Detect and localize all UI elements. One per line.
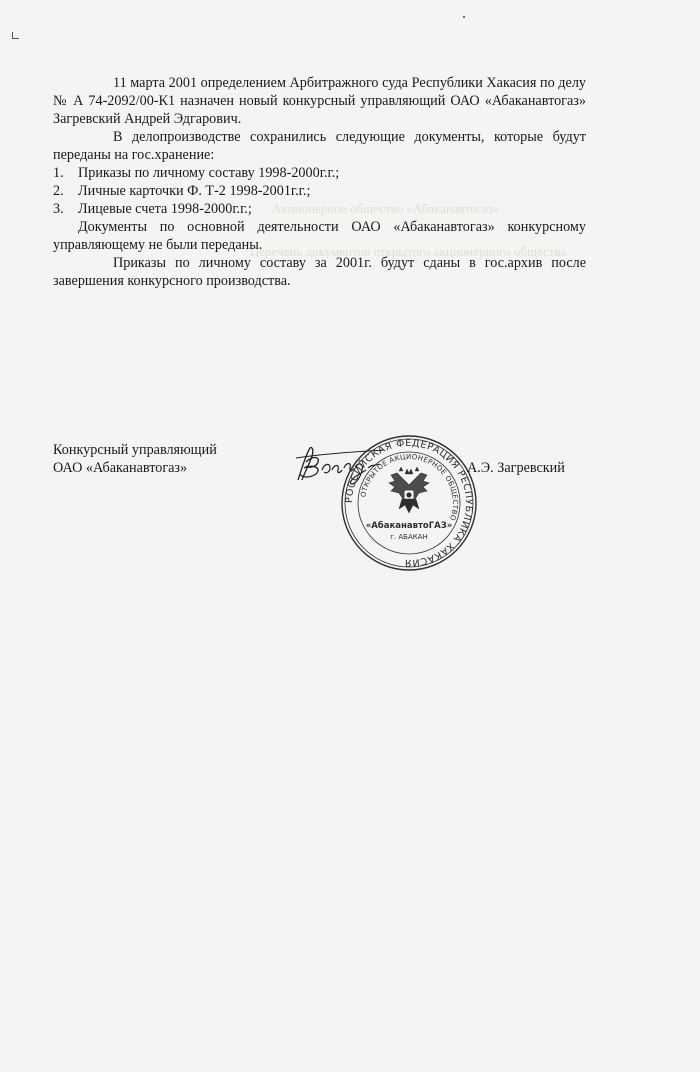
- signatory-position: Конкурсный управляющий: [53, 442, 217, 458]
- seal-inner-ring-text: ОТКРЫТОЕ АКЦИОНЕРНОЕ ОБЩЕСТВО: [359, 452, 460, 522]
- document-list: [53, 164, 586, 218]
- list-item: 2. Личные карточки Ф. Т-2 1998-2001г.г.;: [53, 183, 311, 199]
- document-body: [53, 74, 586, 290]
- double-headed-eagle-icon: [389, 467, 429, 513]
- seal-outer-ring-text: РОССИЙСКАЯ ФЕДЕРАЦИЯ РЕСПУБЛИКА ХАКАСИЯ: [343, 437, 475, 569]
- signatory-company: ОАО «Абаканавтогаз»: [53, 460, 188, 476]
- signatory-title: [53, 441, 217, 477]
- bleed-through-text: Перечень документов открытого акционерного общества: [250, 244, 567, 259]
- list-item: 3. Лицевые счета 1998-2000г.г.;: [53, 201, 252, 217]
- paragraph-appointment: 11 марта 2001 определением Арбитражного суда Республики Хакасия по делу № А 74-2092/00-К1 назначен новый конкурсный управляющий ОАО «Абаканавтогаз» Загревский Андрей Эдгарович.: [53, 75, 586, 127]
- paragraph-not-transferred: Документы по основной деятельности ОАО «Абаканавтогаз» конкурсному управляющему не были переданы.: [53, 219, 586, 253]
- signatory-name: А.Э. Загревский: [467, 460, 565, 476]
- bleed-through-text: Акционерное общество «Абаканавтогаз»: [272, 201, 500, 216]
- paragraph-records: В делопроизводстве сохранились следующие документы, которые будут переданы на гос.хранение:: [53, 129, 586, 163]
- list-item: 1. Приказы по личному составу 1998-2000г.г.;: [53, 165, 340, 181]
- scan-speck: [463, 16, 465, 18]
- seal-city: г. АБАКАН: [390, 533, 428, 541]
- seal-company-name: «АбаканавтоГАЗ»: [365, 521, 453, 531]
- paragraph-archive: Приказы по личному составу за 2001г. будут сданы в гос.архив после завершения конкурсного производства.: [53, 255, 586, 289]
- scan-corner-mark: [12, 32, 19, 39]
- company-seal: [339, 433, 479, 573]
